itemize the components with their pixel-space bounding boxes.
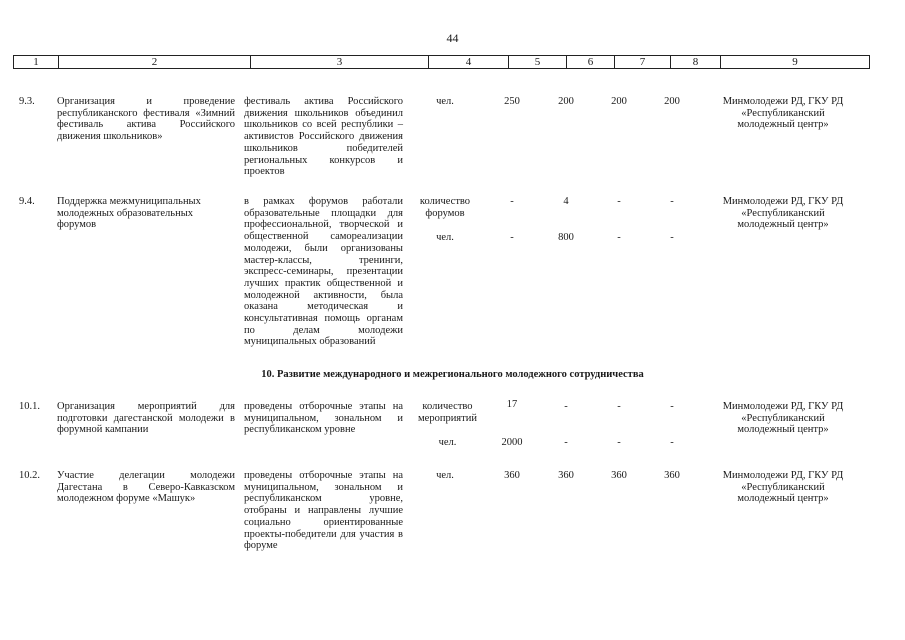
row-activity-name: Организация мероприятий для подготовки дагестанской молодежи в форумной кампании xyxy=(57,401,235,436)
row-value-col6: 200 xyxy=(558,96,574,107)
column-header-row xyxy=(14,56,870,69)
page-number: 44 xyxy=(446,31,459,45)
row-value-col6: 360 xyxy=(558,470,574,481)
row-value-col5: 2000 xyxy=(501,437,523,448)
row-number: 10.2. xyxy=(19,470,40,481)
row-value-col6: 800 xyxy=(558,232,574,243)
column-header-9: 9 xyxy=(721,56,870,69)
row-result-description: фестиваль актива Российского движения школьников объединил школьников со всей республики – активистов Российского движения школьников победителей региональных конкурсов и проектов xyxy=(244,96,403,178)
column-header-4: 4 xyxy=(429,56,509,69)
column-header-2: 2 xyxy=(59,56,251,69)
row-unit: чел. xyxy=(436,470,454,481)
row-unit-2: чел. xyxy=(436,232,454,243)
row-value-col5: 360 xyxy=(504,470,520,481)
row-unit-1: количество форумов xyxy=(419,196,471,219)
row-unit-2: чел. xyxy=(438,437,457,448)
row-value-col5: 17 xyxy=(506,399,518,410)
section-title: 10. Развитие международного и межрегионального молодежного сотрудничества xyxy=(261,369,644,380)
row-value-col5: - xyxy=(510,196,514,207)
row-value-col6: - xyxy=(564,437,568,448)
row-activity-name: Поддержка межмуниципальных молодежных образовательных форумов xyxy=(57,196,201,231)
row-value-col5: - xyxy=(510,232,514,243)
row-responsible: Минмолодежи РД, ГКУ РД «Республиканский молодежный центр» xyxy=(722,470,844,505)
row-responsible: Минмолодежи РД, ГКУ РД «Республиканский молодежный центр» xyxy=(722,401,844,436)
column-header-1: 1 xyxy=(14,56,59,69)
row-value-col8: - xyxy=(670,196,674,207)
row-value-col7: - xyxy=(617,437,621,448)
row-value-col8: 200 xyxy=(664,96,680,107)
row-result-description: проведены отборочные этапы на муниципальном, зональном и республиканском уровне xyxy=(244,401,403,436)
row-value-col8: 360 xyxy=(664,470,680,481)
column-header-6: 6 xyxy=(567,56,615,69)
row-activity-name: Участие делегации молодежи Дагестана в Северо-Кавказском молодежном форуме «Машук» xyxy=(57,470,235,505)
row-value-col6: 4 xyxy=(563,196,569,207)
row-value-col7: - xyxy=(617,232,621,243)
row-value-col7: 200 xyxy=(611,96,627,107)
row-unit-1: количество мероприятий xyxy=(418,401,477,424)
column-header-3: 3 xyxy=(251,56,429,69)
row-result-description: проведены отборочные этапы на муниципальном, зональном и республиканском уровне, отобраны и направлены лучшие социально ориентированные проекты-победители для участия в форуме xyxy=(244,470,403,552)
row-value-col7: - xyxy=(617,196,621,207)
row-result-description: в рамках форумов работали образовательные площадки для профессиональной, творческой и общественной самореализации молодежи, были организованы мастер-классы, тренинги, экспресс-семинары, презентации лучших практик общественной и молодежной активности, была оказана методическая и консультативная помощь органам по делам молодежи муниципальных образований xyxy=(244,196,403,348)
row-responsible: Минмолодежи РД, ГКУ РД «Республиканский молодежный центр» xyxy=(722,96,844,131)
row-number: 10.1. xyxy=(19,401,40,412)
row-value-col8: - xyxy=(670,232,674,243)
row-value-col6: - xyxy=(564,401,568,412)
row-value-col8: - xyxy=(670,437,674,448)
column-header-7: 7 xyxy=(615,56,671,69)
column-header-5: 5 xyxy=(509,56,567,69)
row-number: 9.3. xyxy=(19,96,35,107)
column-header-8: 8 xyxy=(671,56,721,69)
row-value-col7: 360 xyxy=(611,470,627,481)
row-value-col7: - xyxy=(617,401,621,412)
row-activity-name: Организация и проведение республиканского фестиваля «Зимний фестиваль актива Российского движения школьников» xyxy=(57,96,235,143)
row-unit: чел. xyxy=(436,96,454,107)
row-number: 9.4. xyxy=(19,196,35,207)
row-value-col8: - xyxy=(670,401,674,412)
row-responsible: Минмолодежи РД, ГКУ РД «Республиканский молодежный центр» xyxy=(722,196,844,231)
row-value-col5: 250 xyxy=(504,96,520,107)
column-header-table xyxy=(13,55,870,69)
